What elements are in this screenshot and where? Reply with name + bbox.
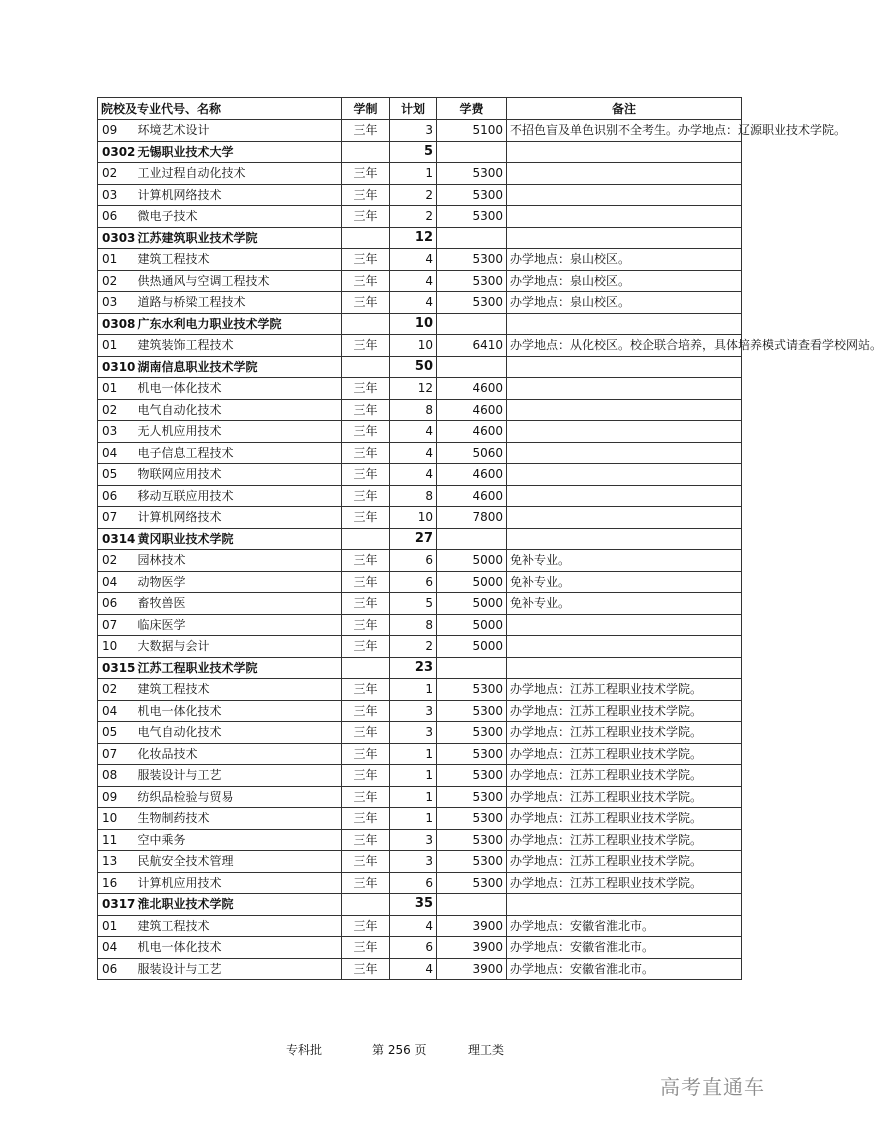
school-name: 江苏工程职业技术学院 — [132, 657, 342, 679]
duration-cell: 三年 — [342, 593, 390, 615]
note-cell: 免补专业。 — [507, 571, 742, 593]
major-name: 纺织品检验与贸易 — [132, 786, 342, 808]
plan-cell: 8 — [390, 399, 437, 421]
fee-cell: 4600 — [437, 485, 507, 507]
major-row — [98, 915, 742, 937]
fee-cell: 4600 — [437, 421, 507, 443]
school-row — [98, 657, 742, 679]
note-cell — [507, 356, 742, 378]
plan-cell: 2 — [390, 636, 437, 658]
duration-cell: 三年 — [342, 872, 390, 894]
note-cell: 办学地点：江苏工程职业技术学院。 — [507, 700, 742, 722]
major-row — [98, 722, 742, 744]
plan-cell: 1 — [390, 786, 437, 808]
major-name: 计算机应用技术 — [132, 872, 342, 894]
major-name: 计算机网络技术 — [132, 507, 342, 529]
plan-cell: 27 — [390, 528, 437, 550]
plan-cell: 4 — [390, 958, 437, 980]
major-code: 10 — [98, 808, 132, 830]
header-fee: 学费 — [437, 98, 507, 120]
duration-cell: 三年 — [342, 786, 390, 808]
fee-cell: 4600 — [437, 399, 507, 421]
duration-cell: 三年 — [342, 722, 390, 744]
note-cell — [507, 421, 742, 443]
major-row — [98, 421, 742, 443]
duration-cell: 三年 — [342, 958, 390, 980]
fee-cell: 5300 — [437, 206, 507, 228]
major-name: 建筑工程技术 — [132, 249, 342, 271]
major-row — [98, 184, 742, 206]
fee-cell: 5300 — [437, 700, 507, 722]
note-cell — [507, 464, 742, 486]
school-row — [98, 528, 742, 550]
plan-cell: 10 — [390, 507, 437, 529]
fee-cell — [437, 141, 507, 163]
major-row — [98, 571, 742, 593]
duration-cell: 三年 — [342, 442, 390, 464]
plan-cell: 3 — [390, 829, 437, 851]
school-row — [98, 356, 742, 378]
fee-cell: 5000 — [437, 571, 507, 593]
note-cell: 办学地点：安徽省淮北市。 — [507, 915, 742, 937]
major-row — [98, 700, 742, 722]
duration-cell: 三年 — [342, 292, 390, 314]
fee-cell: 5300 — [437, 829, 507, 851]
major-row — [98, 765, 742, 787]
major-row — [98, 614, 742, 636]
note-cell: 办学地点：江苏工程职业技术学院。 — [507, 743, 742, 765]
duration-cell: 三年 — [342, 743, 390, 765]
footer-batch: 专科批 — [286, 1043, 323, 1057]
major-code: 04 — [98, 700, 132, 722]
school-code: 0317 — [98, 894, 132, 916]
duration-cell: 三年 — [342, 378, 390, 400]
major-row — [98, 292, 742, 314]
major-name: 民航安全技术管理 — [132, 851, 342, 873]
note-cell — [507, 141, 742, 163]
fee-cell — [437, 313, 507, 335]
footer-category: 理工类 — [468, 1043, 505, 1057]
major-row — [98, 636, 742, 658]
major-code: 04 — [98, 442, 132, 464]
duration-cell: 三年 — [342, 120, 390, 142]
plan-cell: 8 — [390, 614, 437, 636]
note-cell: 办学地点：江苏工程职业技术学院。 — [507, 722, 742, 744]
school-row — [98, 141, 742, 163]
plan-cell: 4 — [390, 442, 437, 464]
plan-cell: 3 — [390, 722, 437, 744]
major-code: 11 — [98, 829, 132, 851]
fee-cell: 5300 — [437, 249, 507, 271]
duration-cell — [342, 657, 390, 679]
major-name: 电气自动化技术 — [132, 722, 342, 744]
major-name: 电气自动化技术 — [132, 399, 342, 421]
fee-cell: 7800 — [437, 507, 507, 529]
fee-cell: 5300 — [437, 851, 507, 873]
major-name: 工业过程自动化技术 — [132, 163, 342, 185]
fee-cell: 3900 — [437, 915, 507, 937]
major-name: 建筑装饰工程技术 — [132, 335, 342, 357]
plan-cell: 12 — [390, 378, 437, 400]
duration-cell: 三年 — [342, 399, 390, 421]
major-row — [98, 249, 742, 271]
note-cell: 办学地点：江苏工程职业技术学院。 — [507, 829, 742, 851]
plan-cell: 50 — [390, 356, 437, 378]
note-cell: 办学地点：江苏工程职业技术学院。 — [507, 765, 742, 787]
major-code: 16 — [98, 872, 132, 894]
duration-cell: 三年 — [342, 485, 390, 507]
major-name: 畜牧兽医 — [132, 593, 342, 615]
duration-cell — [342, 528, 390, 550]
note-cell — [507, 528, 742, 550]
plan-cell: 6 — [390, 937, 437, 959]
plan-cell: 5 — [390, 141, 437, 163]
note-cell — [507, 636, 742, 658]
fee-cell: 4600 — [437, 464, 507, 486]
major-row — [98, 270, 742, 292]
major-code: 10 — [98, 636, 132, 658]
note-cell: 免补专业。 — [507, 550, 742, 572]
note-cell: 办学地点：江苏工程职业技术学院。 — [507, 679, 742, 701]
major-code: 04 — [98, 571, 132, 593]
plan-cell: 4 — [390, 249, 437, 271]
duration-cell — [342, 227, 390, 249]
note-cell: 办学地点：江苏工程职业技术学院。 — [507, 851, 742, 873]
duration-cell: 三年 — [342, 851, 390, 873]
major-row — [98, 120, 742, 142]
major-code: 04 — [98, 937, 132, 959]
major-code: 05 — [98, 722, 132, 744]
school-code: 0314 — [98, 528, 132, 550]
major-row — [98, 163, 742, 185]
plan-cell: 10 — [390, 335, 437, 357]
major-name: 道路与桥梁工程技术 — [132, 292, 342, 314]
fee-cell: 5000 — [437, 636, 507, 658]
major-row — [98, 399, 742, 421]
major-row — [98, 206, 742, 228]
header-duration: 学制 — [342, 98, 390, 120]
school-code: 0303 — [98, 227, 132, 249]
major-code: 01 — [98, 335, 132, 357]
plan-cell: 5 — [390, 593, 437, 615]
note-cell — [507, 206, 742, 228]
plan-cell: 10 — [390, 313, 437, 335]
note-cell: 免补专业。 — [507, 593, 742, 615]
fee-cell: 3900 — [437, 937, 507, 959]
major-row — [98, 808, 742, 830]
note-cell: 办学地点：安徽省淮北市。 — [507, 958, 742, 980]
major-code: 02 — [98, 679, 132, 701]
major-code: 03 — [98, 292, 132, 314]
plan-cell: 12 — [390, 227, 437, 249]
note-cell — [507, 442, 742, 464]
duration-cell: 三年 — [342, 679, 390, 701]
major-code: 09 — [98, 786, 132, 808]
note-cell: 办学地点：江苏工程职业技术学院。 — [507, 808, 742, 830]
duration-cell: 三年 — [342, 636, 390, 658]
major-code: 02 — [98, 550, 132, 572]
header-note: 备注 — [507, 98, 742, 120]
major-code: 07 — [98, 743, 132, 765]
plan-cell: 4 — [390, 421, 437, 443]
plan-cell: 2 — [390, 184, 437, 206]
school-row — [98, 894, 742, 916]
school-name: 江苏建筑职业技术学院 — [132, 227, 342, 249]
major-name: 移动互联应用技术 — [132, 485, 342, 507]
major-row — [98, 485, 742, 507]
fee-cell — [437, 657, 507, 679]
plan-cell: 3 — [390, 851, 437, 873]
fee-cell — [437, 227, 507, 249]
header-plan: 计划 — [390, 98, 437, 120]
major-code: 13 — [98, 851, 132, 873]
major-name: 计算机网络技术 — [132, 184, 342, 206]
duration-cell: 三年 — [342, 464, 390, 486]
plan-cell: 1 — [390, 765, 437, 787]
major-code: 01 — [98, 249, 132, 271]
school-name: 黄冈职业技术学院 — [132, 528, 342, 550]
major-code: 02 — [98, 270, 132, 292]
major-row — [98, 743, 742, 765]
plan-cell: 1 — [390, 679, 437, 701]
duration-cell: 三年 — [342, 765, 390, 787]
major-code: 06 — [98, 206, 132, 228]
plan-cell: 4 — [390, 292, 437, 314]
major-name: 服装设计与工艺 — [132, 958, 342, 980]
watermark: 高考直通车 — [660, 1075, 765, 1099]
note-cell: 办学地点：泉山校区。 — [507, 292, 742, 314]
major-name: 园林技术 — [132, 550, 342, 572]
plan-cell: 6 — [390, 571, 437, 593]
fee-cell: 5300 — [437, 722, 507, 744]
note-cell: 办学地点：江苏工程职业技术学院。 — [507, 872, 742, 894]
plan-cell: 4 — [390, 270, 437, 292]
major-name: 临床医学 — [132, 614, 342, 636]
fee-cell — [437, 528, 507, 550]
admission-plan-table — [97, 97, 882, 980]
duration-cell — [342, 141, 390, 163]
fee-cell: 5300 — [437, 743, 507, 765]
plan-cell: 23 — [390, 657, 437, 679]
major-code: 08 — [98, 765, 132, 787]
fee-cell — [437, 356, 507, 378]
note-cell: 办学地点：从化校区。校企联合培养，具体培养模式请查看学校网站。 — [507, 335, 742, 357]
major-code: 05 — [98, 464, 132, 486]
note-cell: 办学地点：安徽省淮北市。 — [507, 937, 742, 959]
major-name: 物联网应用技术 — [132, 464, 342, 486]
major-row — [98, 550, 742, 572]
plan-cell: 35 — [390, 894, 437, 916]
fee-cell: 5300 — [437, 786, 507, 808]
note-cell — [507, 163, 742, 185]
duration-cell: 三年 — [342, 184, 390, 206]
plan-cell: 1 — [390, 743, 437, 765]
fee-cell: 3900 — [437, 958, 507, 980]
duration-cell: 三年 — [342, 507, 390, 529]
plan-cell: 1 — [390, 163, 437, 185]
major-row — [98, 786, 742, 808]
fee-cell: 5300 — [437, 163, 507, 185]
note-cell — [507, 313, 742, 335]
duration-cell — [342, 894, 390, 916]
duration-cell: 三年 — [342, 163, 390, 185]
fee-cell: 5000 — [437, 593, 507, 615]
fee-cell: 5300 — [437, 184, 507, 206]
plan-cell: 4 — [390, 915, 437, 937]
school-name: 淮北职业技术学院 — [132, 894, 342, 916]
major-code: 02 — [98, 163, 132, 185]
duration-cell: 三年 — [342, 270, 390, 292]
note-cell — [507, 399, 742, 421]
note-cell: 办学地点：江苏工程职业技术学院。 — [507, 786, 742, 808]
major-row — [98, 679, 742, 701]
major-row — [98, 507, 742, 529]
note-cell — [507, 485, 742, 507]
school-code: 0308 — [98, 313, 132, 335]
major-row — [98, 829, 742, 851]
major-code: 02 — [98, 399, 132, 421]
major-row — [98, 593, 742, 615]
fee-cell: 5000 — [437, 550, 507, 572]
major-code: 01 — [98, 378, 132, 400]
duration-cell — [342, 313, 390, 335]
major-row — [98, 335, 742, 357]
school-name: 无锡职业技术大学 — [132, 141, 342, 163]
major-code: 01 — [98, 915, 132, 937]
fee-cell: 5300 — [437, 872, 507, 894]
major-row — [98, 937, 742, 959]
plan-cell: 3 — [390, 120, 437, 142]
major-row — [98, 851, 742, 873]
fee-cell: 5000 — [437, 614, 507, 636]
duration-cell: 三年 — [342, 915, 390, 937]
fee-cell: 5300 — [437, 292, 507, 314]
duration-cell: 三年 — [342, 421, 390, 443]
school-code: 0315 — [98, 657, 132, 679]
note-cell — [507, 184, 742, 206]
major-name: 服装设计与工艺 — [132, 765, 342, 787]
duration-cell: 三年 — [342, 206, 390, 228]
major-row — [98, 464, 742, 486]
fee-cell: 5100 — [437, 120, 507, 142]
fee-cell — [437, 894, 507, 916]
note-cell — [507, 657, 742, 679]
table-body — [98, 120, 882, 980]
fee-cell: 5300 — [437, 679, 507, 701]
major-name: 机电一体化技术 — [132, 378, 342, 400]
major-code: 03 — [98, 421, 132, 443]
major-name: 微电子技术 — [132, 206, 342, 228]
fee-cell: 5060 — [437, 442, 507, 464]
duration-cell: 三年 — [342, 571, 390, 593]
header-name: 院校及专业代号、名称 — [98, 98, 342, 120]
note-cell — [507, 507, 742, 529]
major-name: 电子信息工程技术 — [132, 442, 342, 464]
duration-cell: 三年 — [342, 249, 390, 271]
major-name: 大数据与会计 — [132, 636, 342, 658]
plan-cell: 2 — [390, 206, 437, 228]
note-cell — [507, 894, 742, 916]
note-cell — [507, 227, 742, 249]
duration-cell: 三年 — [342, 829, 390, 851]
major-name: 建筑工程技术 — [132, 915, 342, 937]
major-code: 06 — [98, 593, 132, 615]
major-code: 07 — [98, 507, 132, 529]
plan-cell: 6 — [390, 550, 437, 572]
fee-cell: 5300 — [437, 270, 507, 292]
major-name: 机电一体化技术 — [132, 700, 342, 722]
fee-cell: 4600 — [437, 378, 507, 400]
major-name: 空中乘务 — [132, 829, 342, 851]
school-name: 广东水利电力职业技术学院 — [132, 313, 342, 335]
duration-cell: 三年 — [342, 700, 390, 722]
major-name: 动物医学 — [132, 571, 342, 593]
fee-cell: 5300 — [437, 765, 507, 787]
plan-cell: 1 — [390, 808, 437, 830]
duration-cell: 三年 — [342, 808, 390, 830]
major-row — [98, 872, 742, 894]
note-cell: 不招色盲及单色识别不全考生。办学地点：辽源职业技术学院。 — [507, 120, 742, 142]
note-cell: 办学地点：泉山校区。 — [507, 249, 742, 271]
major-row — [98, 378, 742, 400]
fee-cell: 6410 — [437, 335, 507, 357]
plan-cell: 6 — [390, 872, 437, 894]
note-cell — [507, 378, 742, 400]
major-code: 09 — [98, 120, 132, 142]
note-cell: 办学地点：泉山校区。 — [507, 270, 742, 292]
duration-cell: 三年 — [342, 937, 390, 959]
major-row — [98, 442, 742, 464]
major-name: 生物制药技术 — [132, 808, 342, 830]
duration-cell: 三年 — [342, 550, 390, 572]
major-code: 03 — [98, 184, 132, 206]
school-row — [98, 227, 742, 249]
major-code: 06 — [98, 485, 132, 507]
school-code: 0310 — [98, 356, 132, 378]
major-name: 建筑工程技术 — [132, 679, 342, 701]
fee-cell: 5300 — [437, 808, 507, 830]
major-row — [98, 958, 742, 980]
major-name: 机电一体化技术 — [132, 937, 342, 959]
plan-cell: 4 — [390, 464, 437, 486]
plan-cell: 8 — [390, 485, 437, 507]
major-name: 供热通风与空调工程技术 — [132, 270, 342, 292]
school-name: 湖南信息职业技术学院 — [132, 356, 342, 378]
duration-cell: 三年 — [342, 335, 390, 357]
duration-cell — [342, 356, 390, 378]
major-name: 环境艺术设计 — [132, 120, 342, 142]
major-name: 化妆品技术 — [132, 743, 342, 765]
major-code: 07 — [98, 614, 132, 636]
note-cell — [507, 614, 742, 636]
school-row — [98, 313, 742, 335]
footer-page-number: 第 256 页 — [372, 1043, 427, 1057]
school-code: 0302 — [98, 141, 132, 163]
major-name: 无人机应用技术 — [132, 421, 342, 443]
table-header-row — [98, 98, 742, 120]
major-code: 06 — [98, 958, 132, 980]
duration-cell: 三年 — [342, 614, 390, 636]
plan-cell: 3 — [390, 700, 437, 722]
